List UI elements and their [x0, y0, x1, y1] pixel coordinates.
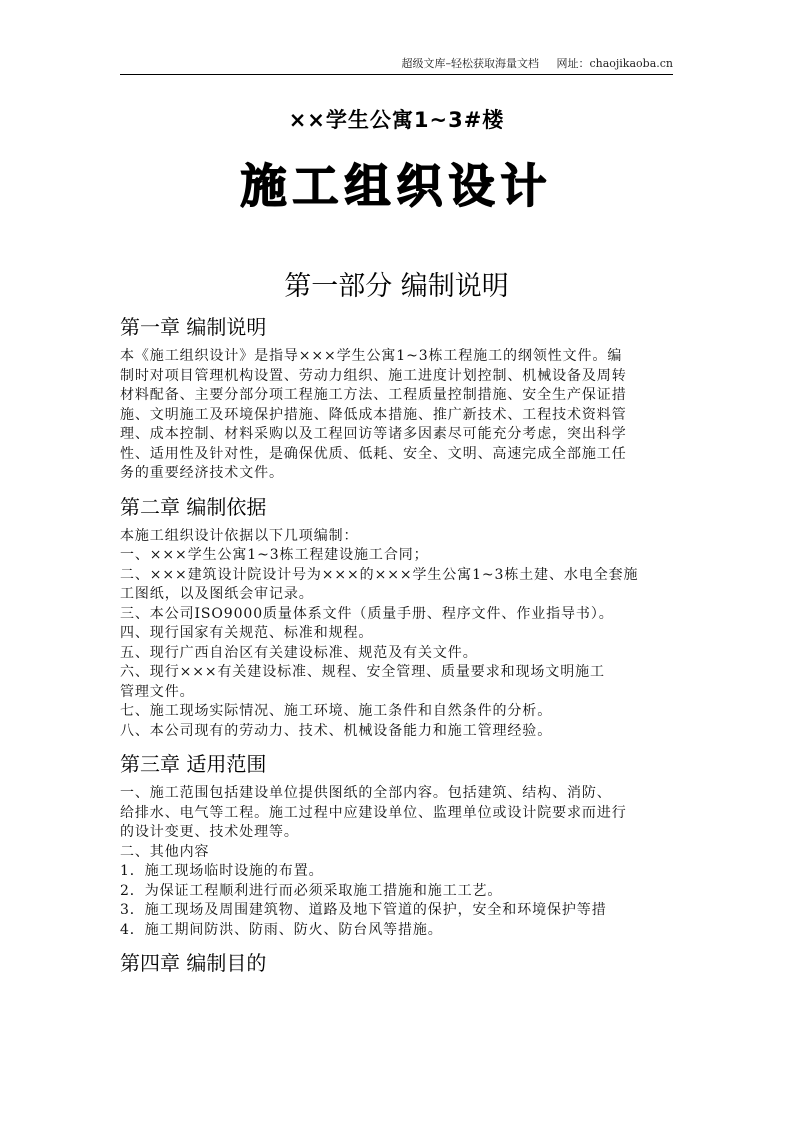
chapter-2-line: 工图纸，以及图纸会审记录。 [120, 586, 314, 602]
chapter-2-line: 一、×××学生公寓1~3栋工程建设施工合同； [120, 547, 429, 563]
chapter-2-line: 五、现行广西自治区有关建设标准、规范及有关文件。 [120, 644, 478, 661]
chapter-3-line: 4．施工期间防洪、防雨、防火、防台风等措施。 [120, 921, 443, 938]
chapter-2-line: 管理文件。 [120, 683, 195, 700]
chapter-1-heading: 第一章 编制说明 [120, 315, 267, 339]
document-title: 施工组织设计 [240, 159, 553, 213]
chapter-2-line: 七、施工现场实际情况、施工环境、施工条件和自然条件的分析。 [120, 703, 553, 719]
chapter-2-line: 本施工组织设计依据以下几项编制： [120, 527, 359, 544]
chapter-2-line: 二、×××建筑设计院设计号为×××的×××学生公寓1~3栋土建、水电全套施 [120, 566, 639, 583]
chapter-2-line: 八、本公司现有的劳动力、技术、机械设备能力和施工管理经验。 [120, 722, 553, 739]
header-site-name: 超级文库–轻松获取海量文档 [401, 57, 539, 70]
chapter-1-line: 理、成本控制、材料采购以及工程回访等诸多因素尽可能充分考虑，突出科学 [120, 426, 627, 442]
document-body [120, 312, 673, 978]
chapter-3-line: 1．施工现场临时设施的布置。 [120, 863, 324, 879]
chapter-2-line: 四、现行国家有关规范、标准和规程。 [120, 625, 374, 641]
chapter-3-line: 二、其他内容 [120, 843, 210, 860]
chapter-3-line: 一、施工范围包括建设单位提供图纸的全部内容。包括建筑、结构、消防、 [120, 785, 612, 801]
chapter-1-line: 本《施工组织设计》是指导×××学生公寓1~3栋工程施工的纲领性文件。编 [120, 348, 623, 364]
chapter-3-heading: 第三章 适用范围 [120, 752, 267, 776]
chapter-3-line: 2．为保证工程顺利进行而必须采取施工措施和施工工艺。 [120, 882, 503, 899]
chapter-2-line: 六、现行×××有关建设标准、规程、安全管理、质量要求和现场文明施工 [120, 664, 605, 680]
document-subtitle: ××学生公寓1~3#楼 [288, 108, 505, 132]
chapter-2-heading: 第二章 编制依据 [120, 494, 267, 519]
header-url: 网址：chaojikaoba.cn [556, 57, 673, 70]
chapter-3-line: 3．施工现场及周围建筑物、道路及地下管道的保护，安全和环境保护等措 [120, 902, 607, 918]
chapter-1-line: 务的重要经济技术文件。 [120, 465, 284, 481]
chapter-1-line: 施、文明施工及环境保护措施、降低成本措施、推广新技术、工程技术资料管 [120, 406, 627, 423]
chapter-1-line: 制时对项目管理机构设置、劳动力组织、施工进度计划控制、机械设备及周转 [120, 367, 627, 384]
chapter-3-line: 的设计变更、技术处理等。 [120, 824, 299, 840]
chapter-1-line: 性、适用性及针对性，是确保优质、低耗、安全、文明、高速完成全部施工任 [120, 445, 627, 462]
page-header [120, 56, 673, 75]
chapter-3-line: 给排水、电气等工程。施工过程中应建设单位、监理单位或设计院要求而进行 [120, 804, 627, 821]
part-title: 第一部分 编制说明 [284, 271, 509, 302]
chapter-4-heading: 第四章 编制目的 [120, 951, 267, 975]
chapter-1-line: 材料配备、主要分部分项工程施工方法、工程质量控制措施、安全生产保证措 [120, 387, 627, 403]
chapter-2-line: 三、本公司ISO9000质量体系文件（质量手册、程序文件、作业指导书）。 [120, 605, 614, 622]
